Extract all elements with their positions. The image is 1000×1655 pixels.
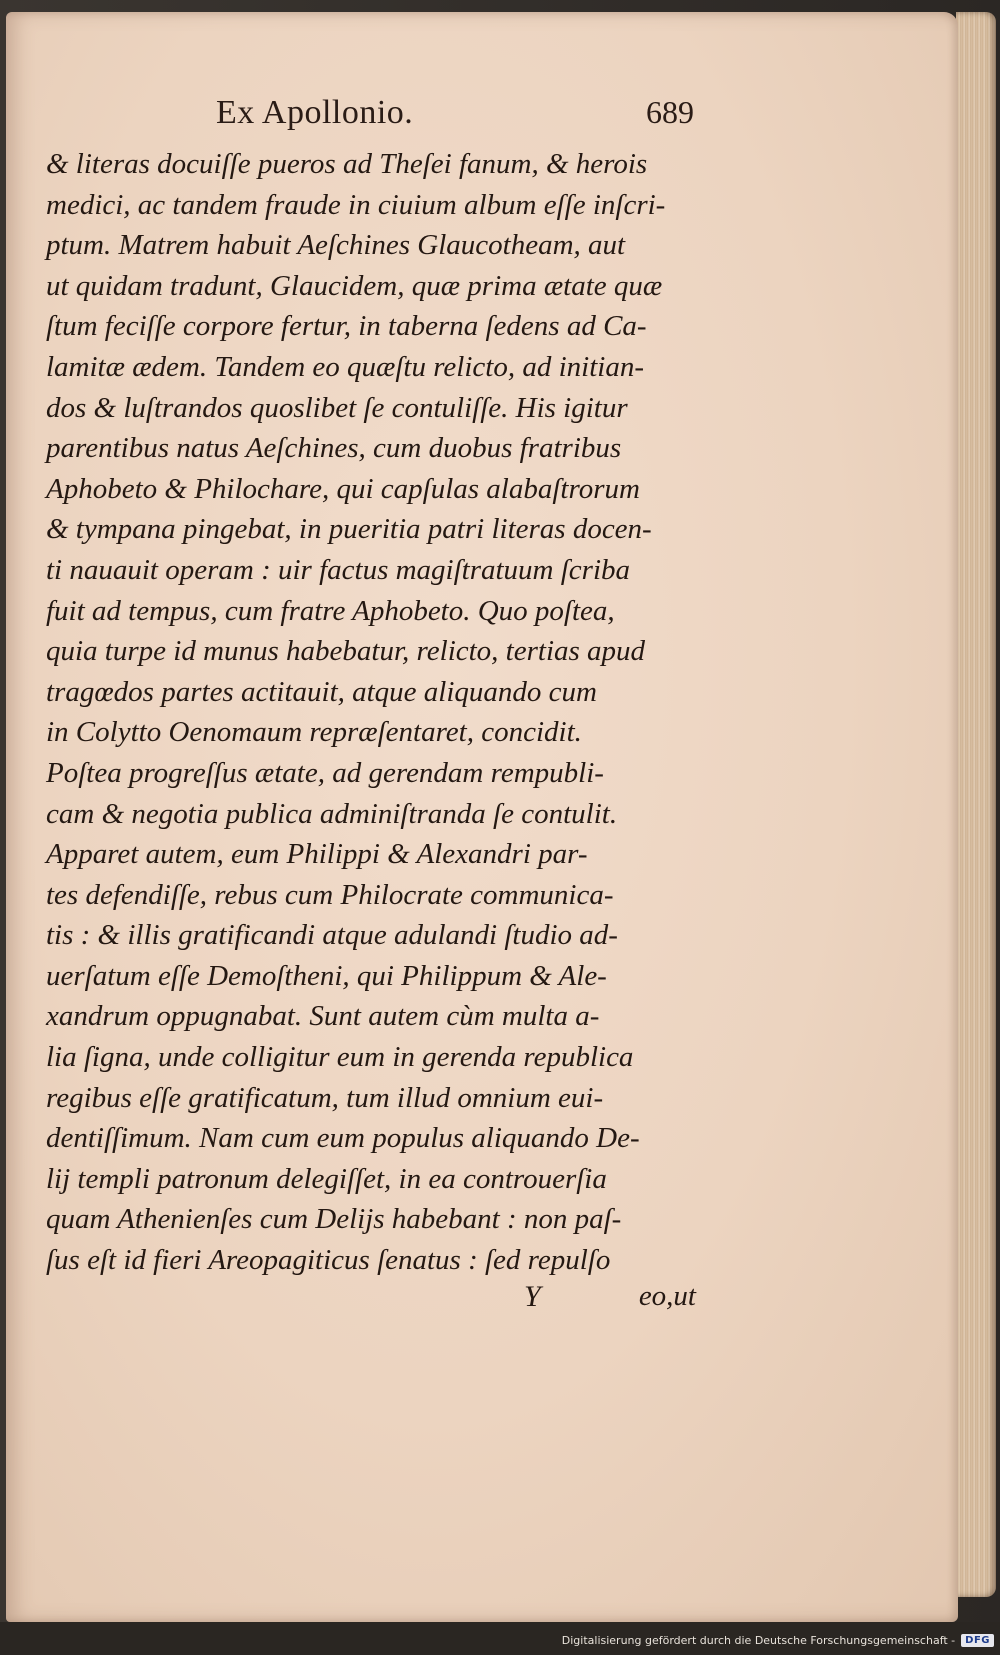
text-line: dentiſſimum. Nam cum eum populus aliquando De- — [46, 1122, 640, 1155]
text-line: ſus eſt id fieri Areopagiticus ſenatus : ſed repulſo — [46, 1244, 611, 1277]
text-line: quia turpe id munus habebatur, relicto, tertias apud — [46, 635, 646, 668]
digitization-credit — [562, 1634, 994, 1647]
text-line: in Colytto Oenomaum repræſentaret, concidit. — [46, 716, 582, 749]
running-head: Ex Apollonio. — [216, 94, 414, 131]
text-line: cam & negotia publica adminiſtranda ſe contulit. — [46, 797, 618, 830]
text-line: Aphobeto & Philochare, qui capſulas alabaſtrorum — [46, 472, 640, 505]
text-line: lamitæ ædem. Tandem eo quæſtu relicto, ad initian- — [46, 350, 644, 383]
text-line: ptum. Matrem habuit Aeſchines Glaucotheam, aut — [46, 229, 626, 262]
text-line: quam Athenienſes cum Delijs habebant : non paſ- — [46, 1203, 622, 1236]
text-line: lij templi patronum delegiſſet, in ea controuerſia — [46, 1162, 607, 1195]
text-line: xandrum oppugnabat. Sunt autem cùm multa a- — [46, 1000, 600, 1033]
body-text — [46, 144, 696, 1281]
catchword: eo,ut — [638, 1280, 696, 1312]
text-line: Apparet autem, eum Philippi & Alexandri par- — [46, 838, 588, 871]
text-line: ut quidam tradunt, Glaucidem, quæ prima ætate quæ — [46, 269, 663, 302]
text-line: tragœdos partes actitauit, atque aliquando cum — [46, 675, 597, 708]
text-line: Poſtea progreſſus ætate, ad gerendam rempubli- — [46, 756, 604, 789]
text-line: parentibus natus Aeſchines, cum duobus fratribus — [46, 432, 622, 465]
page-header — [54, 94, 694, 134]
text-line: & tympana pingebat, in pueritia patri literas docen- — [46, 513, 652, 546]
dfg-logo-icon: DFG — [961, 1634, 994, 1647]
text-line: dos & luſtrandos quoslibet ſe contuliſſe. His igitur — [46, 391, 628, 424]
text-line: medici, ac tandem fraude in ciuium album eſſe inſcri- — [46, 188, 666, 221]
book-page — [6, 12, 958, 1622]
page-edges — [956, 12, 996, 1597]
text-line: fuit ad tempus, cum fratre Aphobeto. Quo poſtea, — [46, 594, 615, 627]
text-line: ti nauauit operam : uir factus magiſtratuum ſcriba — [46, 553, 631, 586]
text-line: lia ſigna, unde colligitur eum in gerenda republica — [46, 1041, 634, 1074]
text-line: ſtum feciſſe corpore fertur, in taberna ſedens ad Ca- — [46, 310, 647, 343]
credit-text: Digitalisierung gefördert durch die Deutsche Forschungsgemeinschaft - — [561, 1634, 956, 1647]
text-line: tes defendiſſe, rebus cum Philocrate communica- — [46, 878, 614, 911]
text-line: regibus eſſe gratificatum, tum illud omnium eui- — [46, 1081, 604, 1114]
text-line: & literas docuiſſe pueros ad Theſei fanum, & herois — [46, 148, 648, 180]
page-footer — [46, 1280, 696, 1320]
text-line: uerſatum eſſe Demoſtheni, qui Philippum & Ale- — [46, 959, 607, 992]
signature-mark: Y — [524, 1280, 541, 1313]
text-line: tis : & illis gratificandi atque adulandi ſtudio ad- — [46, 919, 618, 952]
page-number: 689 — [646, 94, 694, 130]
